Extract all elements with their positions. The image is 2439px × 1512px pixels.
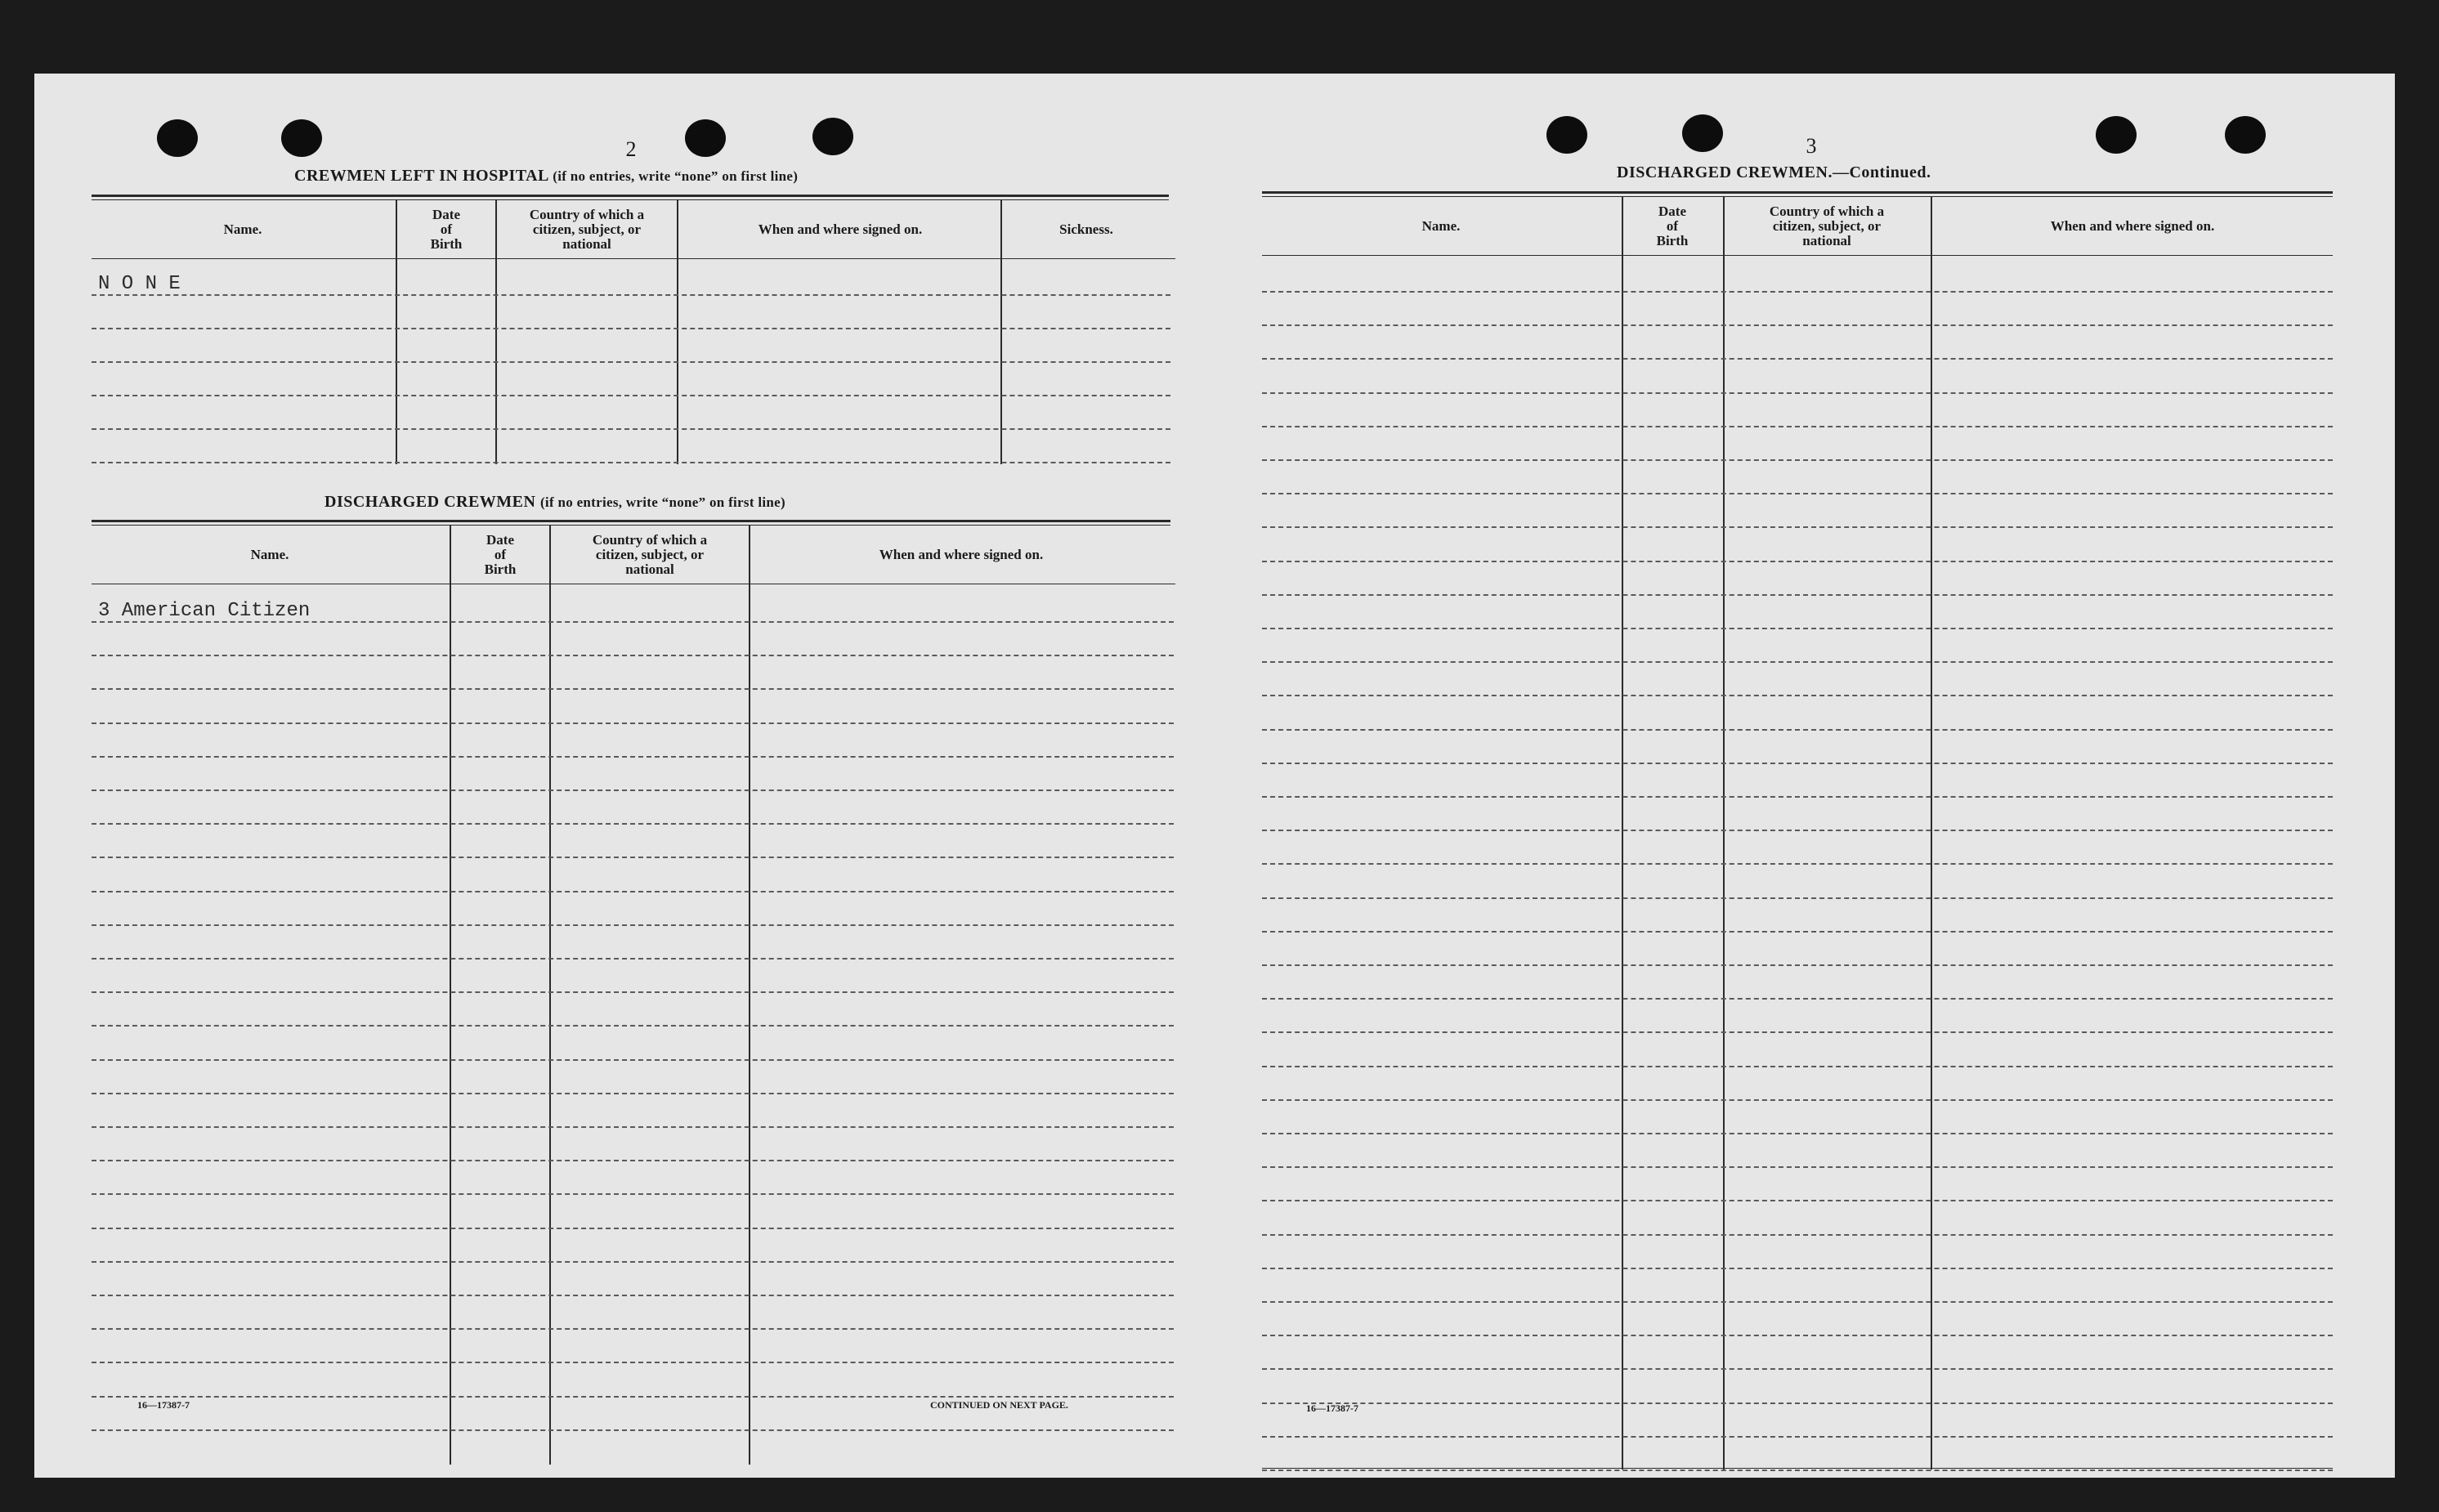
entry-line: [92, 991, 1174, 993]
hospital-entry: N O N E: [98, 273, 181, 295]
col-header-country: Country of which a citizen, subject, or national: [529, 207, 645, 252]
entry-line: [92, 1396, 1174, 1398]
entry-line: [92, 688, 1174, 690]
entry-line: [1262, 291, 2333, 293]
column-divider: [749, 525, 750, 1465]
entry-line: [92, 655, 1174, 656]
col-header-name: Name.: [250, 547, 289, 562]
rule: [1262, 196, 2333, 197]
entry-line: [1262, 1368, 2333, 1370]
punch-hole: [685, 119, 726, 157]
entry-line: [92, 1093, 1174, 1094]
punch-hole: [281, 119, 322, 157]
entry-line: [92, 462, 1170, 463]
entry-line: [1262, 594, 2333, 596]
punch-hole: [157, 119, 198, 157]
entry-line: [1262, 1402, 2333, 1404]
col-header-date-of-birth: Date of Birth: [484, 532, 517, 577]
entry-line: [92, 756, 1174, 758]
punch-hole: [812, 118, 853, 155]
entry-line: [1262, 729, 2333, 731]
rule: [92, 520, 1170, 522]
entry-line: [92, 1328, 1174, 1330]
punch-hole: [2096, 116, 2137, 154]
form-sheet: [34, 74, 2395, 1478]
column-divider: [549, 525, 551, 1465]
entry-line: [92, 328, 1170, 329]
column-divider: [1000, 199, 1002, 464]
entry-line: [92, 1126, 1174, 1128]
entry-line: [92, 958, 1174, 960]
column-divider: [1723, 196, 1725, 1470]
hospital-title-text: CREWMEN LEFT IN HOSPITAL: [294, 167, 548, 185]
entry-line: [1262, 1470, 2333, 1471]
entry-line: [1262, 763, 2333, 764]
entry-line: [92, 1193, 1174, 1195]
col-header-signed-on: When and where signed on.: [879, 547, 1044, 562]
entry-line: [1262, 695, 2333, 696]
entry-line: [1262, 561, 2333, 562]
entry-line: [1262, 998, 2333, 1000]
entry-line: [1262, 863, 2333, 865]
hospital-title-note: (if no entries, write “none” on first line): [553, 168, 799, 184]
discharged-entry: 3 American Citizen: [98, 600, 311, 622]
col-header-signed-on: When and where signed on.: [758, 221, 923, 237]
entry-line: [1262, 426, 2333, 427]
rule: [92, 525, 1170, 526]
entry-line: [1262, 1133, 2333, 1134]
entry-line: [92, 1261, 1174, 1263]
entry-line: [1262, 1200, 2333, 1201]
entry-line: [92, 924, 1174, 926]
col-header-name: Name.: [1421, 218, 1461, 234]
entry-line: [92, 294, 1170, 296]
col-header-date-of-birth: Date of Birth: [1656, 204, 1689, 248]
col-header-country: Country of which a citizen, subject, or national: [1769, 204, 1885, 248]
entry-line: [92, 722, 1174, 724]
entry-line: [92, 891, 1174, 892]
entry-line: [1262, 324, 2333, 326]
entry-line: [1262, 830, 2333, 831]
rule: [1262, 1468, 2333, 1469]
rule: [1262, 255, 2333, 256]
col-header-sickness: Sickness.: [1059, 221, 1113, 237]
entry-line: [1262, 1234, 2333, 1236]
discharged-title-note: (if no entries, write “none” on first line): [539, 494, 785, 510]
entry-line: [1262, 493, 2333, 494]
page-number-right: 3: [1806, 134, 1817, 158]
col-header-date-of-birth: Date of Birth: [430, 207, 463, 252]
entry-line: [92, 1295, 1174, 1296]
column-divider: [1931, 196, 1932, 1470]
rule: [92, 199, 1169, 200]
entry-line: [92, 857, 1174, 858]
hospital-section-title: [294, 167, 798, 186]
entry-line: [92, 395, 1170, 396]
entry-line: [92, 1228, 1174, 1229]
entry-line: [1262, 1099, 2333, 1101]
column-divider: [495, 199, 497, 464]
entry-line: [1262, 358, 2333, 360]
rule: [92, 195, 1169, 197]
discharged-title-text: DISCHARGED CREWMEN: [324, 493, 536, 511]
entry-line: [1262, 931, 2333, 933]
form-number-left: 16—17387-7: [137, 1399, 190, 1411]
discharged-section-title: [324, 493, 785, 512]
entry-line: [1262, 1031, 2333, 1033]
entry-line: [1262, 661, 2333, 663]
col-header-signed-on: When and where signed on.: [2050, 218, 2215, 234]
entry-line: [1262, 1066, 2333, 1067]
entry-line: [1262, 628, 2333, 629]
entry-line: [92, 1059, 1174, 1061]
entry-line: [1262, 796, 2333, 798]
form-number-right: 16—17387-7: [1306, 1402, 1358, 1414]
rule: [92, 258, 1175, 259]
punch-hole: [1546, 116, 1587, 154]
continued-note: CONTINUED ON NEXT PAGE.: [930, 1399, 1068, 1411]
entry-line: [1262, 964, 2333, 966]
entry-line: [1262, 459, 2333, 461]
entry-line: [92, 1362, 1174, 1363]
discharged-continued-title: DISCHARGED CREWMEN.—Continued.: [1617, 163, 1931, 181]
col-header-name: Name.: [223, 221, 262, 237]
entry-line: [1262, 897, 2333, 899]
entry-line: [92, 361, 1170, 363]
entry-line: [92, 428, 1170, 430]
entry-line: [92, 790, 1174, 791]
entry-line: [1262, 1436, 2333, 1438]
entry-line: [92, 1160, 1174, 1161]
rule: [1262, 191, 2333, 194]
entry-line: [1262, 1268, 2333, 1269]
entry-line: [92, 1429, 1174, 1431]
punch-hole: [2225, 116, 2266, 154]
entry-line: [1262, 392, 2333, 394]
page-number-left: 2: [625, 137, 637, 161]
punch-hole: [1682, 114, 1723, 152]
entry-line: [1262, 1335, 2333, 1336]
entry-line: [1262, 1166, 2333, 1168]
column-divider: [396, 199, 397, 464]
col-header-country: Country of which a citizen, subject, or national: [592, 532, 708, 577]
entry-line: [1262, 526, 2333, 528]
column-divider: [450, 525, 451, 1465]
entry-line: [1262, 1301, 2333, 1303]
column-divider: [1622, 196, 1623, 1470]
entry-line: [92, 823, 1174, 825]
entry-line: [92, 1025, 1174, 1027]
column-divider: [677, 199, 678, 464]
